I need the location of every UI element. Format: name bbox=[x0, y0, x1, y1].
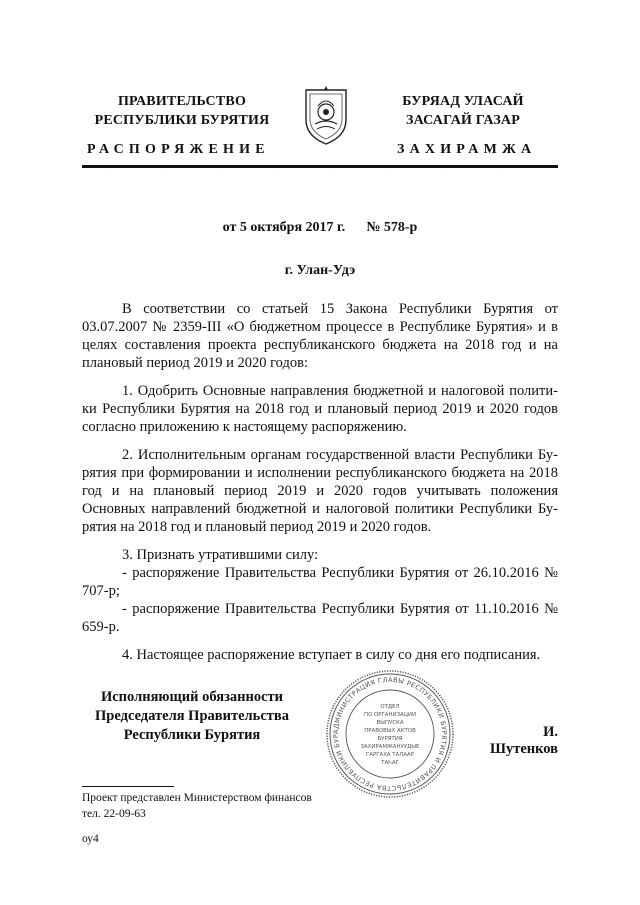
footer-divider bbox=[82, 786, 174, 787]
header-left-line1: ПРАВИТЕЛЬСТВО bbox=[117, 94, 247, 109]
doc-type-left: РАСПОРЯЖЕНИЕ bbox=[87, 142, 270, 157]
seal-line-3: ВЫПУСКА bbox=[376, 720, 404, 726]
document-city: г. Улан-Удэ bbox=[284, 263, 356, 278]
header-left-line2: РЕСПУБЛИКИ БУРЯТИЯ bbox=[94, 113, 270, 128]
item-1: 1. Одобрить Основные направления бюджетной и налоговой политики Республики Бурятия на 2018 год и плановый период 2019 и 2020 годов согласно приложению к настоящему распоряжению. bbox=[82, 383, 558, 435]
seal-line-7: ГАРГАХА ТАЛААР bbox=[366, 752, 414, 758]
item-3-title: 3. Признать утратившими силу: bbox=[122, 547, 319, 563]
item-3-b: - распоряжение Правительства Республики Бурятия от 11.10.2016 № 659-р. bbox=[82, 601, 558, 635]
header-dotted-divider bbox=[82, 174, 558, 175]
header-divider bbox=[82, 165, 558, 168]
signatory-name: И. Шутенков bbox=[490, 724, 558, 757]
footer-code: оу4 bbox=[82, 833, 99, 845]
seal-line-6: ЗАХИРАМЖАНУУДЫЕ bbox=[360, 744, 420, 750]
seal-line-4: ПРАВОВЫХ АКТОВ bbox=[364, 728, 416, 734]
footer-note bbox=[82, 790, 312, 822]
document-number: № 578-р bbox=[366, 220, 418, 235]
item-4: 4. Настоящее распоряжение вступает в силу со дня его подписания. bbox=[122, 647, 541, 663]
item-3-a: - распоряжение Правительства Республики Бурятия от 26.10.2016 № 707-р; bbox=[82, 565, 558, 599]
signatory-title-line3: Республики Бурятия bbox=[123, 727, 261, 743]
intro-paragraph: В соответствии со статьей 15 Закона Республики Бурятия от 03.07.2007 № 2359-III «О бюджетном процессе в Республике Бурятия» и в целях составления проекта республиканского бюджета на 2018 год и на плановый период 2019 и 2020 годов: bbox=[82, 301, 558, 371]
document-date: от 5 октября 2017 г. bbox=[222, 220, 346, 235]
header-left-block bbox=[82, 92, 282, 130]
signatory-title-line2: Председателя Правительства bbox=[95, 708, 289, 724]
document-body bbox=[82, 300, 558, 664]
official-seal-stamp bbox=[324, 668, 456, 800]
item-2: 2. Исполнительным органам государственной власти Республики Бурятия при формировании и исполнении республиканского бюджета на 2018 год и на плановый период 2019 и 2020 годов учитывать положения Основных направлений бюджетной и налоговой политики Республики Бурятия на 2018 год и плановый период 2019 и 2020 годов. bbox=[82, 447, 558, 535]
seal-line-5: БУРЯТИЯ bbox=[377, 736, 403, 742]
footer-line1: Проект представлен Министерством финансов bbox=[82, 792, 312, 804]
coat-of-arms-icon bbox=[301, 84, 351, 146]
seal-line-8: ТАҺАГ bbox=[381, 760, 399, 766]
seal-line-2: ПО ОРГАНИЗАЦИИ bbox=[364, 712, 416, 718]
signatory-title bbox=[82, 688, 302, 745]
footer-line2: тел. 22-09-63 bbox=[82, 808, 146, 820]
seal-outer-text: АДМИНИСТРАЦИЯ ГЛАВЫ РЕСПУБЛИКИ БУРЯТИЯ И ПРАВИТЕЛЬСТВА РЕСПУБЛИКИ БУР bbox=[331, 675, 449, 793]
signatory-title-line1: Исполняющий обязанности bbox=[100, 689, 284, 705]
doc-type-right: ЗАХИРАМЖА bbox=[397, 142, 537, 157]
date-number-line bbox=[82, 220, 558, 236]
header-right-line2: ЗАСАГАЙ ГАЗАР bbox=[405, 113, 520, 128]
header-right-line1: БУРЯАД УЛАСАЙ bbox=[402, 94, 524, 109]
header-right-block bbox=[368, 92, 558, 130]
seal-line-1: ОТДЕЛ bbox=[380, 704, 400, 710]
